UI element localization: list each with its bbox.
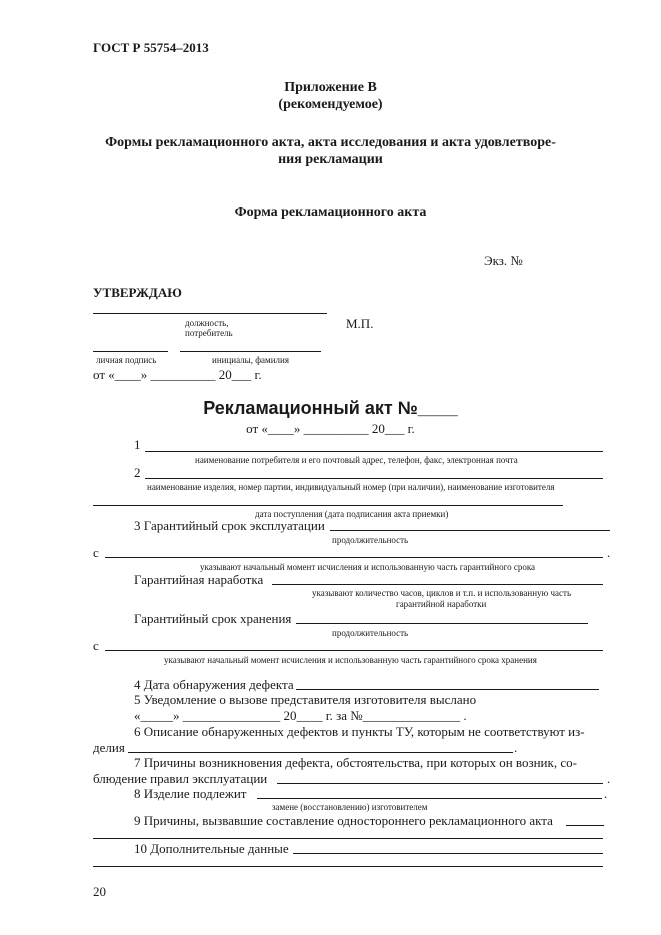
appendix-status: (рекомендуемое) [278,97,383,112]
forms-heading-line2: ния рекламации [278,152,383,167]
field-1-hint: наименование потребителя и его почтовый адрес, телефон, факс, электронная почта [195,455,518,465]
runtime-hint-2: гарантийной наработки [396,599,487,609]
field-7-line2: блюдение правил эксплуатации [93,771,268,786]
approve-label: УТВЕРЖДАЮ [93,285,182,300]
act-date: от «____» __________ 20___ г. [246,421,415,436]
field-10-line[interactable] [293,853,603,854]
copy-number-label: Экз. № [484,253,523,268]
field-7-line[interactable] [277,783,603,784]
approve-date: от «____» __________ 20___ г. [93,367,262,382]
field-3-label: 3 Гарантийный срок эксплуатации [134,518,325,533]
page-number: 20 [93,884,106,899]
field-3-line[interactable] [330,530,610,531]
field-1-number: 1 [134,437,141,452]
field-8-dot: . [604,786,608,801]
field-1-line[interactable] [145,451,603,452]
field-8-line[interactable] [257,798,602,799]
field-3-dot: . [607,545,611,560]
field-10-line-2[interactable] [93,866,603,867]
field-8-hint: замене (восстановлению) изготовителем [272,802,428,812]
field-9-line-2[interactable] [93,838,603,839]
field-2-line[interactable] [145,478,603,479]
duration-hint: продолжительность [332,535,409,545]
name-hint: инициалы, фамилия [212,355,289,365]
storage-from-line[interactable] [105,650,603,651]
receipt-date-line[interactable] [93,505,563,506]
field-7-dot: . [607,771,611,786]
field-3-from: с [93,545,99,560]
field-6-line2: делия [93,740,125,755]
field-9-line[interactable] [566,825,604,826]
receipt-date-hint: дата поступления (дата подписания акта приемки) [255,509,449,519]
appendix-title: Приложение В [284,80,377,95]
storage-from: с [93,638,99,653]
field-2-number: 2 [134,465,141,480]
field-8-label: 8 Изделие подлежит [134,786,247,801]
standard-number: ГОСТ Р 55754–2013 [93,40,209,55]
name-line [180,351,321,352]
field-5-label: 5 Уведомление о вызове представителя изготовителя выслано [134,692,477,707]
field-10-label: 10 Дополнительные данные [134,841,289,856]
storage-line[interactable] [296,623,588,624]
field-3-from-hint: указывают начальный момент исчисления и использованную часть гарантийного срока [200,562,536,572]
runtime-line[interactable] [272,584,603,585]
signature-line [93,351,168,352]
position-hint-2: потребитель [185,328,233,338]
field-6-dot: . [514,740,518,755]
field-4-label: 4 Дата обнаружения дефекта [134,677,294,692]
forms-heading-line1: Формы рекламационного акта, акта исследования и акта удовлетворе- [105,135,556,150]
stamp-label: М.П. [346,316,374,331]
position-line [93,313,327,314]
runtime-label: Гарантийная наработка [134,572,264,587]
field-6-line1: 6 Описание обнаруженных дефектов и пункты ТУ, которым не соответствуют из- [134,724,585,739]
field-4-line[interactable] [296,689,599,690]
field-7-line1: 7 Причины возникновения дефекта, обстоятельства, при которых он возник, со- [134,755,577,770]
field-5-date: «_____» _______________ 20____ г. за №_______________ . [134,708,467,723]
signature-hint: личная подпись [96,355,157,365]
storage-from-hint: указывают начальный момент исчисления и использованную часть гарантийного срока хранения [164,655,537,665]
storage-duration-hint: продолжительность [332,628,409,638]
field-3-from-line[interactable] [105,557,603,558]
position-hint-1: должность, [185,318,229,328]
form-subheading: Форма рекламационного акта [234,205,427,220]
field-9-label: 9 Причины, вызвавшие составление одностороннего рекламационного акта [134,813,553,828]
storage-label: Гарантийный срок хранения [134,611,292,626]
act-title: Рекламационный акт №____ [203,398,458,418]
field-6-line[interactable] [128,752,513,753]
runtime-hint-1: указывают количество часов, циклов и т.п. и использованную часть [312,588,572,598]
field-2-hint: наименование изделия, номер партии, индивидуальный номер (при наличии), наименование изготовителя [147,482,555,492]
